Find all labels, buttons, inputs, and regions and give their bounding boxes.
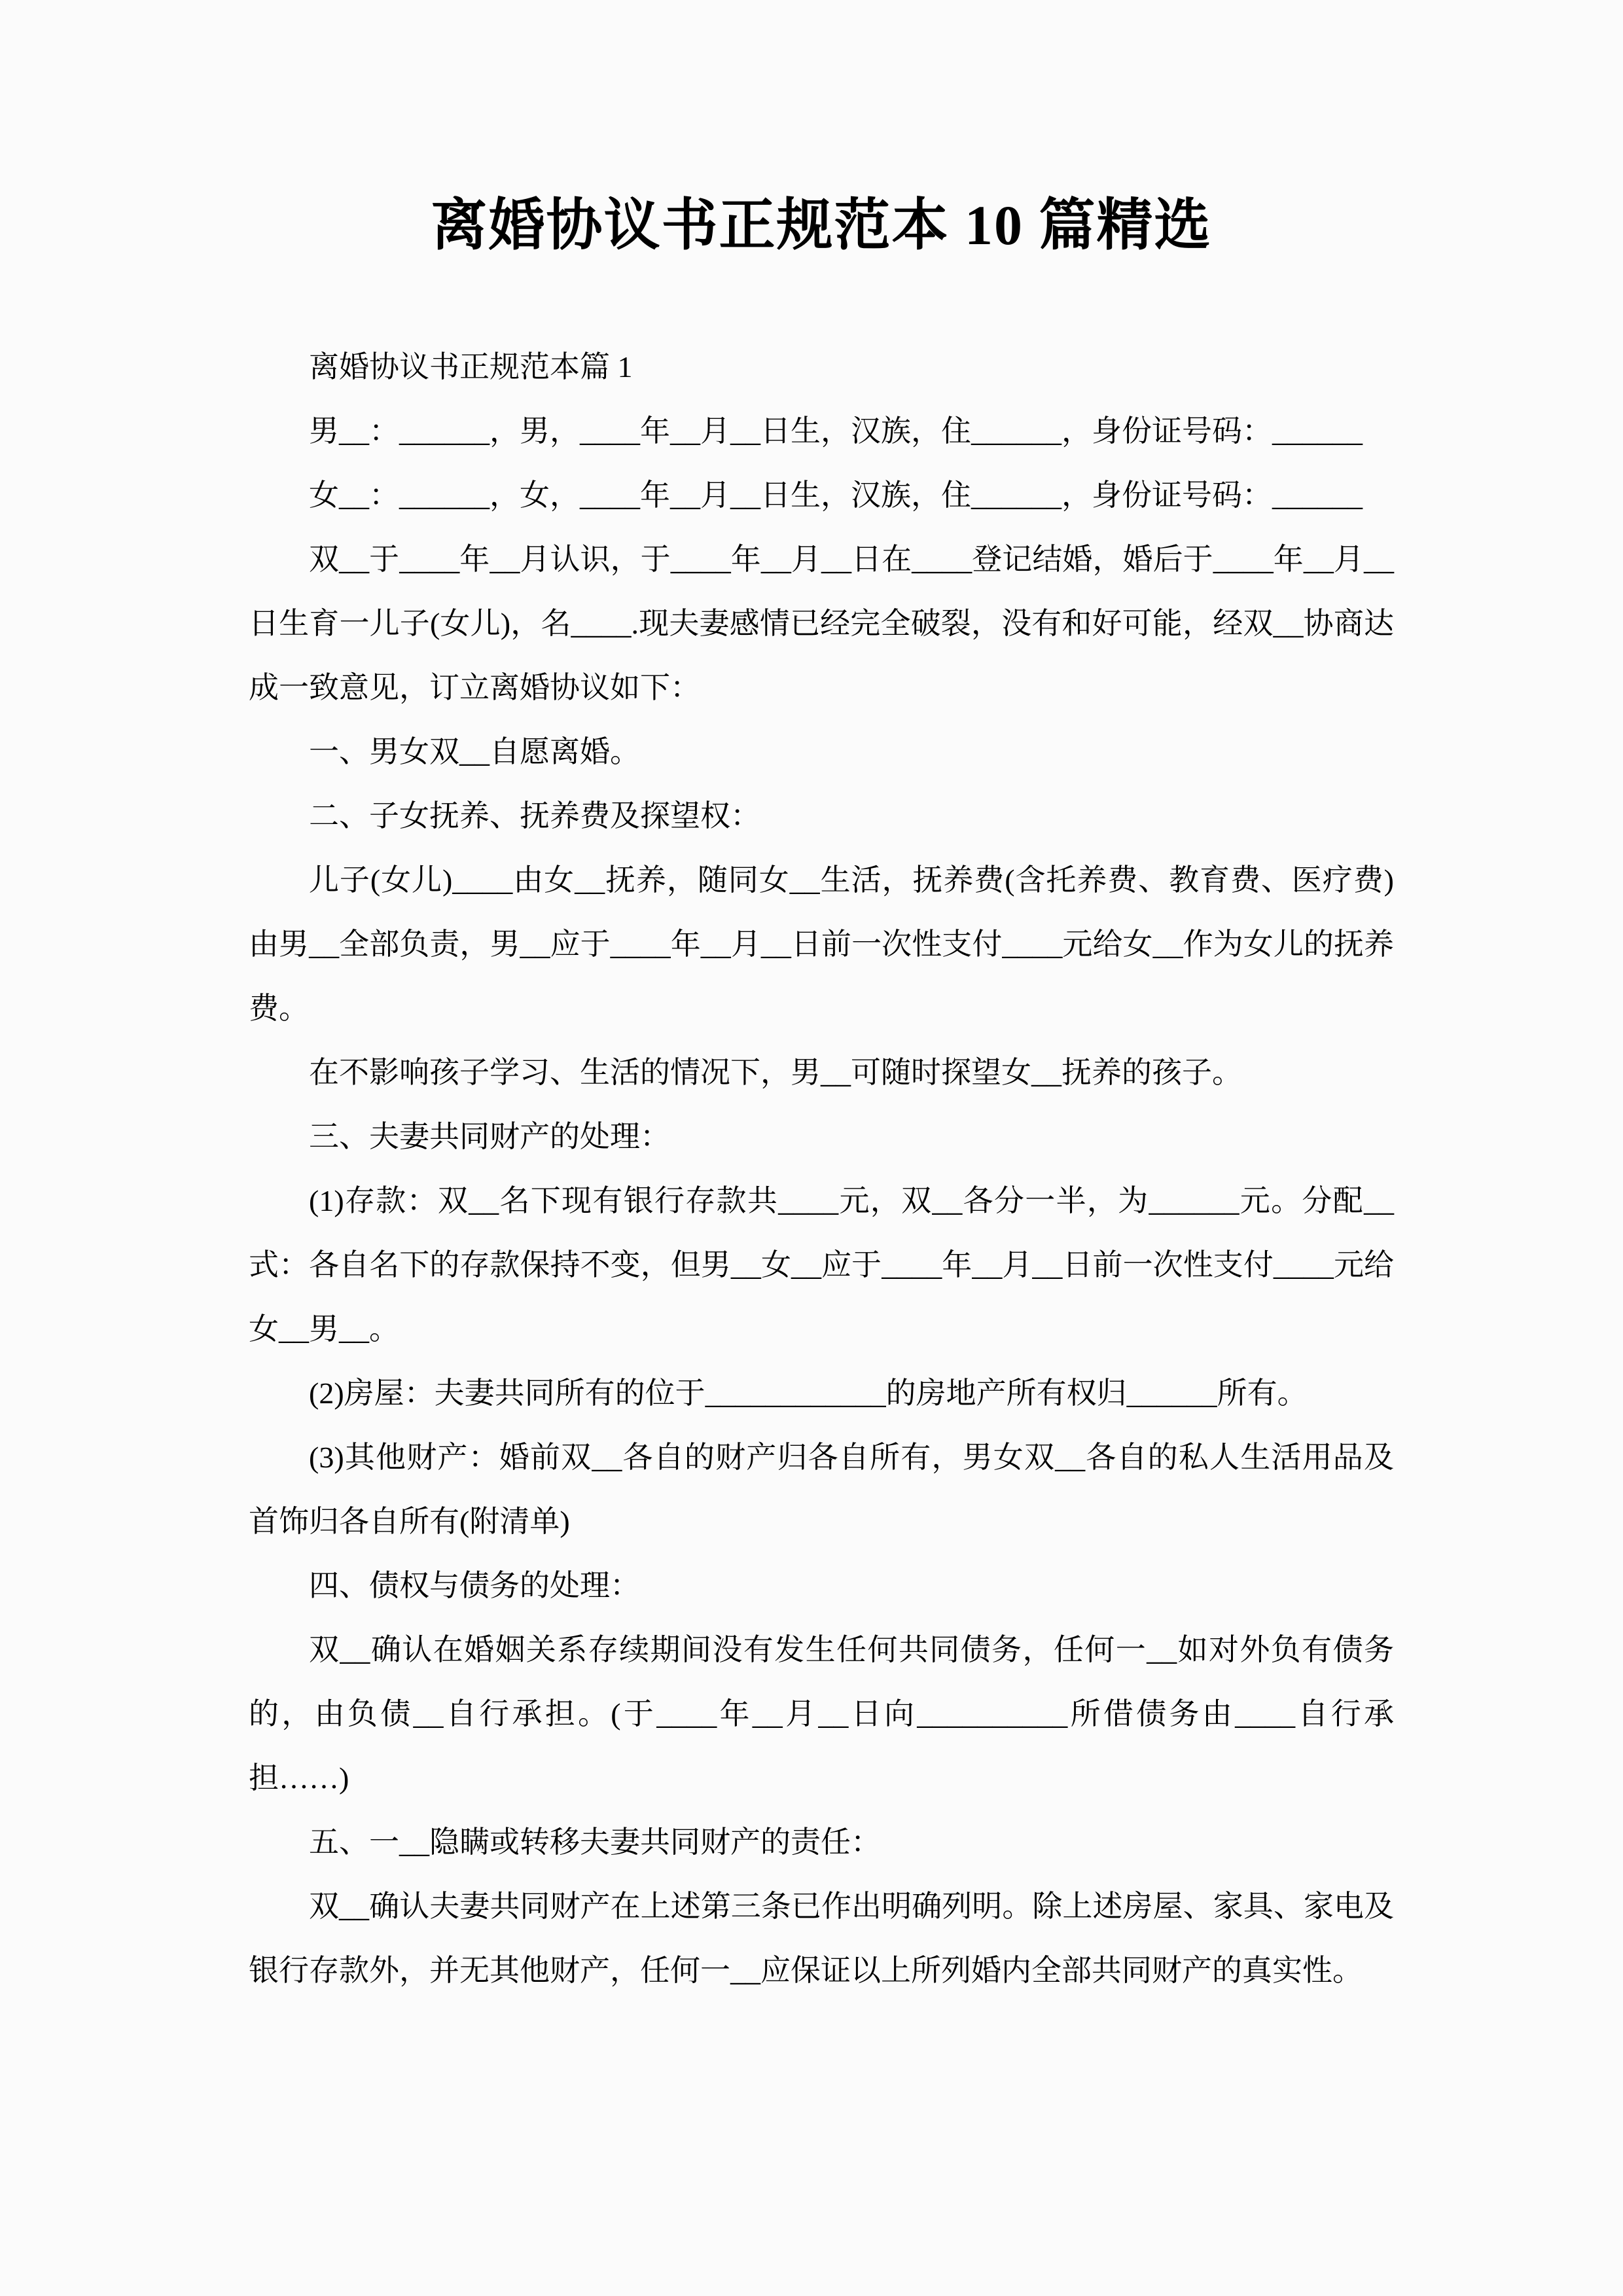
paragraph: 双__确认夫妻共同财产在上述第三条已作出明确列明。除上述房屋、家具、家电及银行存款外，并无其他财产，任何一__应保证以上所列婚内全部共同财产的真实性。 bbox=[249, 1889, 1394, 1987]
paragraph: (2)房屋：夫妻共同所有的位于____________的房地产所有权归______所有。 bbox=[309, 1376, 1308, 1410]
paragraph: (3)其他财产：婚前双__各自的财产归各自所有，男女双__各自的私人生活用品及首饰归各自所有(附清单) bbox=[249, 1440, 1394, 1538]
paragraph: (1)存款：双__名下现有银行存款共____元，双__各分一半，为______元。分配__式：各自名下的存款保持不变，但男__女__应于____年__月__日前一次性支付____元给女__男__。 bbox=[249, 1183, 1394, 1346]
paragraph: 五、一__隐瞒或转移夫妻共同财产的责任： bbox=[309, 1825, 881, 1859]
paragraph: 二、子女抚养、抚养费及探望权： bbox=[309, 798, 760, 833]
paragraph: 在不影响孩子学习、生活的情况下，男__可随时探望女__抚养的孩子。 bbox=[309, 1055, 1242, 1089]
paragraph: 一、男女双__自愿离婚。 bbox=[309, 734, 640, 768]
paragraph: 男__：______，男，____年__月__日生，汉族，住______，身份证号码：______ bbox=[309, 414, 1363, 448]
document-content bbox=[0, 193, 1623, 2003]
document-body bbox=[249, 335, 1394, 2003]
document-title: 离婚协议书正规范本 10 篇精选 bbox=[431, 194, 1212, 257]
paragraph: 儿子(女儿)____由女__抚养，随同女__生活，抚养费(含托养费、教育费、医疗费)由男__全部负责，男__应于____年__月__日前一次性支付____元给女__作为女儿的抚养费。 bbox=[249, 863, 1394, 1025]
paragraph: 三、夫妻共同财产的处理： bbox=[309, 1119, 670, 1153]
paragraph: 双__确认在婚姻关系存续期间没有发生任何共同债务，任何一__如对外负有债务的，由负债__自行承担。(于____年__月__日向__________所借债务由____自行承担……) bbox=[249, 1632, 1394, 1795]
paragraph: 四、债权与债务的处理： bbox=[309, 1568, 640, 1602]
paragraph: 女__：______，女，____年__月__日生，汉族，住______，身份证号码：______ bbox=[309, 478, 1363, 512]
paragraph: 离婚协议书正规范本篇 1 bbox=[309, 350, 633, 384]
paragraph: 双__于____年__月认识，于____年__月__日在____登记结婚，婚后于____年__月__日生育一儿子(女儿)，名____.现夫妻感情已经完全破裂，没有和好可能，经双__协商达成一致意见，订立离婚协议如下： bbox=[249, 542, 1394, 704]
